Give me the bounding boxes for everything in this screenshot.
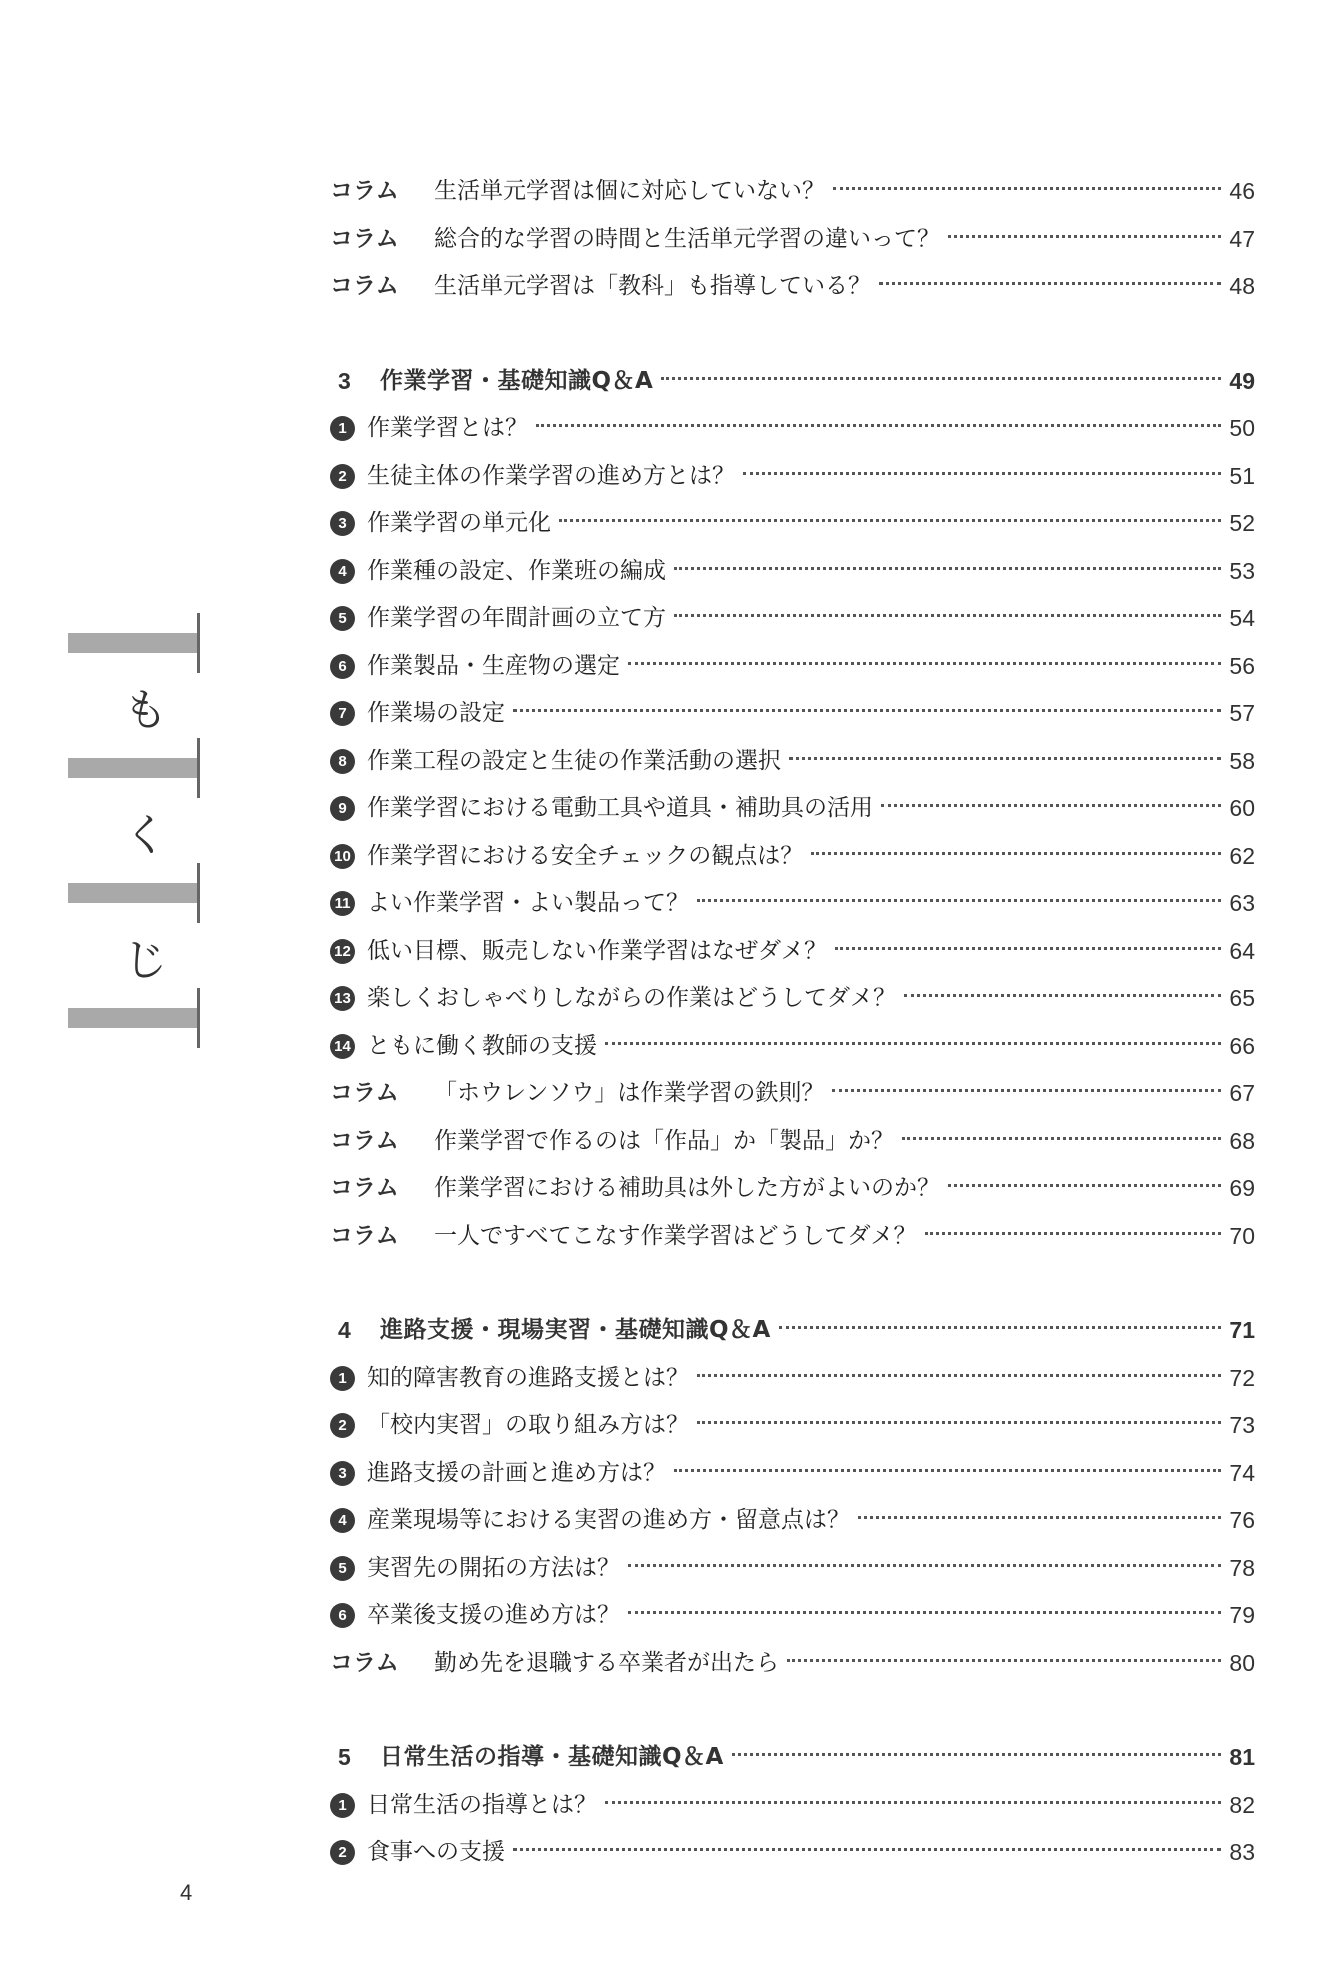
toc-column-entry bbox=[330, 168, 1255, 216]
toc-item bbox=[330, 500, 1255, 548]
page-ref: 66 bbox=[1229, 1032, 1255, 1059]
dot-leader bbox=[628, 1564, 1221, 1567]
dot-leader bbox=[779, 1326, 1222, 1329]
page-ref: 63 bbox=[1229, 890, 1255, 917]
toc-item bbox=[330, 880, 1255, 928]
dot-leader bbox=[902, 1137, 1221, 1140]
item-number-badge: 11 bbox=[330, 891, 355, 916]
page-ref: 58 bbox=[1229, 747, 1255, 774]
toc-item bbox=[330, 1402, 1255, 1450]
page-ref: 56 bbox=[1229, 652, 1255, 679]
toc-item bbox=[330, 1497, 1255, 1545]
item-number-badge: 12 bbox=[330, 939, 355, 964]
toc-column-entry bbox=[330, 1165, 1255, 1213]
dot-leader bbox=[904, 994, 1221, 997]
item-number-badge: 5 bbox=[330, 1556, 355, 1581]
page-ref: 74 bbox=[1229, 1459, 1255, 1486]
dot-leader bbox=[628, 662, 1221, 665]
page-ref: 53 bbox=[1229, 557, 1255, 584]
toc-item bbox=[330, 690, 1255, 738]
entry-title: 生徒主体の作業学習の進め方とは？ bbox=[367, 462, 735, 489]
side-title-bar bbox=[68, 633, 198, 653]
dot-leader bbox=[697, 1374, 1221, 1377]
dot-leader bbox=[811, 852, 1221, 855]
toc-item bbox=[330, 785, 1255, 833]
dot-leader bbox=[697, 1421, 1221, 1424]
item-number-badge: 3 bbox=[330, 511, 355, 536]
entry-title: よい作業学習・よい製品って？ bbox=[367, 890, 689, 917]
entry-title: 卒業後支援の進め方は？ bbox=[367, 1602, 620, 1629]
page-ref: 52 bbox=[1229, 510, 1255, 537]
page-ref: 46 bbox=[1229, 178, 1255, 205]
dot-leader bbox=[925, 1232, 1222, 1235]
item-number-badge: 5 bbox=[330, 606, 355, 631]
dot-leader bbox=[536, 424, 1221, 427]
entry-title: 作業学習とは？ bbox=[367, 415, 528, 442]
toc-item bbox=[330, 1355, 1255, 1403]
toc-item bbox=[330, 405, 1255, 453]
page-ref: 82 bbox=[1229, 1791, 1255, 1818]
entry-title: 知的障害教育の進路支援とは？ bbox=[367, 1364, 689, 1391]
toc-item bbox=[330, 975, 1255, 1023]
dot-leader bbox=[628, 1611, 1221, 1614]
item-number-badge: 8 bbox=[330, 749, 355, 774]
section-gap bbox=[330, 1687, 1255, 1734]
toc-item bbox=[330, 1592, 1255, 1640]
column-label: コラム bbox=[330, 1222, 399, 1249]
page-ref: 50 bbox=[1229, 415, 1255, 442]
toc-column-entry bbox=[330, 1640, 1255, 1688]
page-ref: 80 bbox=[1229, 1649, 1255, 1676]
entry-title: 「ホウレンソウ」は作業学習の鉄則？ bbox=[434, 1080, 825, 1107]
item-number-badge: 9 bbox=[330, 796, 355, 821]
dot-leader bbox=[605, 1042, 1221, 1045]
side-title-bar bbox=[68, 758, 198, 778]
page-ref: 81 bbox=[1229, 1744, 1255, 1771]
item-number-badge: 1 bbox=[330, 1366, 355, 1391]
toc-column-entry bbox=[330, 1070, 1255, 1118]
toc-item bbox=[330, 453, 1255, 501]
section-gap bbox=[330, 1260, 1255, 1307]
dot-leader bbox=[697, 899, 1221, 902]
page-ref: 68 bbox=[1229, 1127, 1255, 1154]
dot-leader bbox=[513, 1848, 1221, 1851]
item-number-badge: 2 bbox=[330, 1413, 355, 1438]
item-number-badge: 3 bbox=[330, 1461, 355, 1486]
side-title-bar bbox=[68, 1008, 198, 1028]
dot-leader bbox=[605, 1801, 1221, 1804]
entry-title: 実習先の開拓の方法は？ bbox=[367, 1554, 620, 1581]
entry-title: 作業場の設定 bbox=[367, 700, 505, 727]
section-title: 進路支援・現場実習・基礎知識Q＆A bbox=[380, 1317, 771, 1344]
section-title: 作業学習・基礎知識Q＆A bbox=[380, 367, 654, 394]
section-gap bbox=[330, 311, 1255, 358]
entry-title: 作業学習における電動工具や道具・補助具の活用 bbox=[367, 795, 873, 822]
dot-leader bbox=[879, 282, 1221, 285]
dot-leader bbox=[881, 804, 1221, 807]
toc-column-entry bbox=[330, 1118, 1255, 1166]
toc-section-heading bbox=[330, 1734, 1255, 1782]
toc-section-heading bbox=[330, 1307, 1255, 1355]
entry-title: 作業学習における安全チェックの観点は？ bbox=[367, 842, 804, 869]
toc-item bbox=[330, 1450, 1255, 1498]
dot-leader bbox=[661, 377, 1221, 380]
toc-item bbox=[330, 833, 1255, 881]
page-ref: 72 bbox=[1229, 1364, 1255, 1391]
page-ref: 78 bbox=[1229, 1554, 1255, 1581]
page-ref: 70 bbox=[1229, 1222, 1255, 1249]
entry-title: 作業製品・生産物の選定 bbox=[367, 652, 620, 679]
entry-title: 作業種の設定、作業班の編成 bbox=[367, 557, 666, 584]
dot-leader bbox=[789, 757, 1221, 760]
item-number-badge: 6 bbox=[330, 654, 355, 679]
column-label: コラム bbox=[330, 273, 399, 300]
section-number: 3 bbox=[338, 367, 351, 394]
item-number-badge: 2 bbox=[330, 464, 355, 489]
toc-item bbox=[330, 1829, 1255, 1877]
page-ref: 83 bbox=[1229, 1839, 1255, 1866]
column-label: コラム bbox=[330, 225, 399, 252]
column-label: コラム bbox=[330, 1080, 399, 1107]
entry-title: 日常生活の指導とは？ bbox=[367, 1791, 597, 1818]
toc-item bbox=[330, 738, 1255, 786]
dot-leader bbox=[674, 614, 1221, 617]
entry-title: 作業学習の単元化 bbox=[367, 510, 551, 537]
dot-leader bbox=[743, 472, 1221, 475]
column-label: コラム bbox=[330, 1127, 399, 1154]
dot-leader bbox=[948, 235, 1221, 238]
entry-title: 作業学習で作るのは「作品」か「製品」か？ bbox=[434, 1127, 894, 1154]
dot-leader bbox=[674, 1469, 1221, 1472]
page-ref: 60 bbox=[1229, 795, 1255, 822]
dot-leader bbox=[559, 519, 1221, 522]
toc-item bbox=[330, 548, 1255, 596]
item-number-badge: 1 bbox=[330, 1793, 355, 1818]
toc-item bbox=[330, 595, 1255, 643]
side-title-char: く bbox=[123, 809, 168, 861]
column-label: コラム bbox=[330, 1649, 399, 1676]
page-ref: 76 bbox=[1229, 1507, 1255, 1534]
side-title-char: も bbox=[123, 684, 168, 736]
entry-title: 生活単元学習は個に対応していない？ bbox=[434, 178, 825, 205]
dot-leader bbox=[513, 709, 1221, 712]
entry-title: ともに働く教師の支援 bbox=[367, 1032, 597, 1059]
side-title-char: じ bbox=[123, 934, 168, 986]
toc-item bbox=[330, 1023, 1255, 1071]
toc-item bbox=[330, 643, 1255, 691]
table-of-contents bbox=[330, 168, 1255, 1877]
page-ref: 73 bbox=[1229, 1412, 1255, 1439]
page-ref: 65 bbox=[1229, 985, 1255, 1012]
page-ref: 48 bbox=[1229, 273, 1255, 300]
dot-leader bbox=[832, 1089, 1221, 1092]
entry-title: 総合的な学習の時間と生活単元学習の違いって？ bbox=[434, 225, 940, 252]
column-label: コラム bbox=[330, 1175, 399, 1202]
entry-title: 産業現場等における実習の進め方・留意点は？ bbox=[367, 1507, 850, 1534]
column-label: コラム bbox=[330, 178, 399, 205]
section-number: 4 bbox=[338, 1317, 351, 1344]
entry-title: 楽しくおしゃべりしながらの作業はどうしてダメ？ bbox=[367, 985, 896, 1012]
item-number-badge: 10 bbox=[330, 844, 355, 869]
dot-leader bbox=[858, 1516, 1221, 1519]
toc-item bbox=[330, 1782, 1255, 1830]
page-ref: 62 bbox=[1229, 842, 1255, 869]
page-ref: 71 bbox=[1229, 1317, 1255, 1344]
entry-title: 一人ですべてこなす作業学習はどうしてダメ？ bbox=[434, 1222, 917, 1249]
dot-leader bbox=[835, 947, 1221, 950]
item-number-badge: 14 bbox=[330, 1034, 355, 1059]
dot-leader bbox=[833, 187, 1221, 190]
item-number-badge: 7 bbox=[330, 701, 355, 726]
item-number-badge: 1 bbox=[330, 416, 355, 441]
page-ref: 69 bbox=[1229, 1175, 1255, 1202]
entry-title: 生活単元学習は「教科」も指導している？ bbox=[434, 273, 871, 300]
side-title-bar bbox=[68, 883, 198, 903]
dot-leader bbox=[787, 1659, 1221, 1662]
page-ref: 47 bbox=[1229, 225, 1255, 252]
page-ref: 54 bbox=[1229, 605, 1255, 632]
toc-item bbox=[330, 928, 1255, 976]
toc-column-entry bbox=[330, 216, 1255, 264]
item-number-badge: 2 bbox=[330, 1840, 355, 1865]
item-number-badge: 4 bbox=[330, 559, 355, 584]
entry-title: 作業学習における補助具は外した方がよいのか？ bbox=[434, 1175, 940, 1202]
entry-title: 進路支援の計画と進め方は？ bbox=[367, 1459, 666, 1486]
item-number-badge: 4 bbox=[330, 1508, 355, 1533]
page-ref: 51 bbox=[1229, 462, 1255, 489]
entry-title: 低い目標、販売しない作業学習はなぜダメ？ bbox=[367, 937, 827, 964]
toc-item bbox=[330, 1545, 1255, 1593]
entry-title: 「校内実習」の取り組み方は？ bbox=[367, 1412, 689, 1439]
toc-column-entry bbox=[330, 1213, 1255, 1261]
toc-column-entry bbox=[330, 263, 1255, 311]
page-ref: 57 bbox=[1229, 700, 1255, 727]
dot-leader bbox=[732, 1753, 1222, 1756]
side-title bbox=[68, 633, 203, 1028]
section-number: 5 bbox=[338, 1744, 351, 1771]
page-ref: 64 bbox=[1229, 937, 1255, 964]
page-ref: 67 bbox=[1229, 1080, 1255, 1107]
toc-section-heading bbox=[330, 358, 1255, 406]
page-ref: 49 bbox=[1229, 367, 1255, 394]
entry-title: 作業工程の設定と生徒の作業活動の選択 bbox=[367, 747, 781, 774]
entry-title: 作業学習の年間計画の立て方 bbox=[367, 605, 666, 632]
page-ref: 79 bbox=[1229, 1602, 1255, 1629]
item-number-badge: 13 bbox=[330, 986, 355, 1011]
entry-title: 食事への支援 bbox=[367, 1839, 505, 1866]
entry-title: 勤め先を退職する卒業者が出たら bbox=[434, 1649, 779, 1676]
dot-leader bbox=[674, 567, 1221, 570]
section-title: 日常生活の指導・基礎知識Q＆A bbox=[380, 1744, 724, 1771]
item-number-badge: 6 bbox=[330, 1603, 355, 1628]
dot-leader bbox=[948, 1184, 1221, 1187]
page-number: 4 bbox=[180, 1880, 193, 1905]
